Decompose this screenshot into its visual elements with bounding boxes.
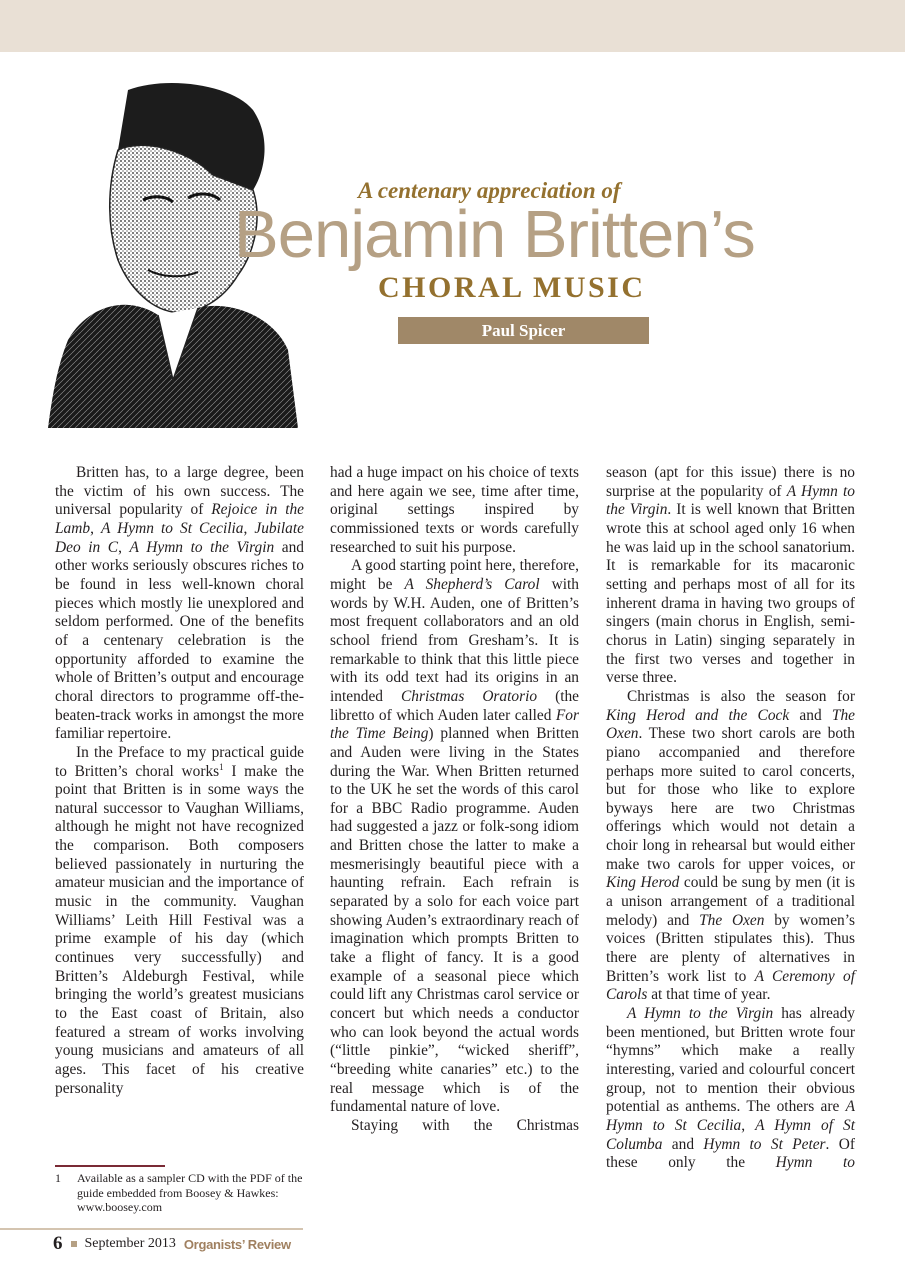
body-paragraph <box>55 464 304 744</box>
body-paragraph <box>606 688 855 1005</box>
text-run: and <box>789 706 832 724</box>
work-title: For the Time Being <box>330 706 579 743</box>
text-run: Britten has, to a large degree, been the victim of his own success. The universal popularity of <box>55 464 304 519</box>
body-paragraph <box>606 464 855 688</box>
work-title: The Oxen <box>699 911 765 929</box>
work-title: Rejoice in the Lamb <box>55 501 304 537</box>
article-title: Benjamin Britten’s <box>234 197 755 272</box>
issue-date: September 2013 <box>84 1236 176 1251</box>
author-byline: Paul Spicer <box>398 317 649 344</box>
magazine-name: Organists’ Review <box>183 1236 291 1252</box>
body-column-1 <box>55 464 304 1098</box>
text-run: and <box>662 1135 704 1153</box>
body-paragraph <box>330 1117 579 1136</box>
text-run: . It is well known that Britten wrote this at school aged only 16 when he was laid up in the school sanatorium. It is remarkable for its macaronic setting and perhaps most of all for its inherent drama in having two groups of singers (main chorus in English, semi-chorus in Latin) singing separately in the first two verses and together in verse three. <box>606 501 855 687</box>
body-paragraph <box>55 744 304 1098</box>
text-run: , <box>741 1116 756 1134</box>
text-run: . Of these only the <box>606 1135 856 1172</box>
work-title: Hymn to St Peter <box>703 1135 826 1153</box>
page-number: 6 <box>53 1233 63 1254</box>
work-title: King Herod and the Cock <box>606 706 790 724</box>
work-title: A Hymn to the Virgin <box>627 1005 774 1023</box>
work-title: A Hymn to the Virgin <box>606 482 855 519</box>
body-column-2 <box>330 464 579 1136</box>
work-title: King Herod <box>606 874 680 892</box>
work-title: Christmas Oratorio <box>401 687 538 705</box>
page-footer <box>53 1233 291 1255</box>
work-title: A Ceremony of Carols <box>606 967 855 1004</box>
body-paragraph <box>330 557 579 1117</box>
body-paragraph <box>606 1005 855 1173</box>
text-run: could be sung by men (it is a unison arrangement of a traditional melody) and <box>606 874 855 929</box>
footnote-divider <box>55 1165 165 1167</box>
square-bullet-icon <box>71 1241 77 1247</box>
footnote-text: Available as a sampler CD with the PDF of the guide embedded from Boosey & Hawkes: www.boosey.com <box>77 1171 303 1214</box>
text-run: In the Preface to my practical guide to Britten’s choral works <box>55 743 304 780</box>
work-title: A Hymn to the Virgin <box>129 538 275 556</box>
text-run: (the libretto of which Auden later called <box>330 687 580 724</box>
work-title: The Oxen <box>606 706 855 743</box>
text-run: , <box>90 519 101 537</box>
work-title: A Shepherd’s Carol <box>404 575 540 593</box>
work-title: A Hymn of St Columba <box>606 1116 855 1153</box>
text-run: A good starting point here, therefore, might be <box>330 557 579 593</box>
text-run: with words by W.H. Auden, one of Britten’s most frequent collaborators and an old school friend from Gresham’s. It is remarkable to think that this little piece with its odd text had its origins in an intended <box>330 575 579 705</box>
work-title: Jubilate Deo in C <box>55 519 304 556</box>
text-run: by women’s voices (Britten stipulates this). Thus there are plenty of alternatives in Britten’s work list to <box>606 911 855 985</box>
text-run: , <box>118 538 130 556</box>
text-run: had a huge impact on his choice of texts and here again we see, time after time, original settings inspired by commissioned texts or words carefully researched to suit his purpose. <box>330 464 579 556</box>
footnote-number: 1 <box>55 1171 61 1185</box>
body-paragraph <box>330 464 579 557</box>
title-kicker: A centenary appreciation of <box>358 178 621 203</box>
work-title: Hymn to <box>775 1154 855 1172</box>
article-subtitle: CHORAL MUSIC <box>378 271 646 304</box>
text-run: and other works seriously obscures riches to be found in less well-known choral pieces which mostly lie unexplored and seldom performed. One of the benefits of a centenary celebration is the opportunity afforded to examine the whole of Britten’s output and encourage choral directors to programme off-the-beaten-track works in amongst the more familiar repertoire. <box>55 538 305 743</box>
footnote <box>55 1171 305 1215</box>
text-run: I make the point that Britten is in some ways the natural successor to Vaughan Williams, although he might not have recognized the comparison. Both composers believed passionately in nurturing the amateur musician and the importance of music in the community. Vaughan Williams’ Leith Hill Festival was a prime example of his day (which continues very successfully) and Britten’s Aldeburgh Festival, while bringing the world’s greatest musicians to the East coast of Britain, also featured a stream of works involving young musicians and amateurs of all ages. This facet of his creative personality <box>55 762 304 1097</box>
text-run: ) planned when Britten and Auden were living in the States during the War. When Britten returned to the UK he set the words of this carol for a BBC Radio programme. Auden had suggested a jazz or folk-song idiom and Britten chose the latter to make a mesmerisingly beautiful piece with a haunting refrain. Each refrain is separated by a solo for each voice part showing Auden’s extraordinary reach of imagination which prompts Britten to take a flight of fancy. It is a good example of a seasonal piece which could lift any Christmas carol service or concert but which needs a conductor who can look beyond the actual words (“little pinkie”, “wicked sheriff”, “breeding white canaries” etc.) to the real message which is of the fundamental nature of love. <box>330 725 579 1116</box>
work-title: A Hymn to St Cecilia <box>606 1098 855 1134</box>
footnote-reference: 1 <box>219 761 224 772</box>
top-band <box>0 0 905 52</box>
text-run: Staying with the Christmas <box>351 1116 579 1134</box>
text-run: at that time of year. <box>647 986 771 1004</box>
work-title: A Hymn to St Cecilia <box>100 519 244 537</box>
footer-divider <box>0 1228 303 1230</box>
text-run: season (apt for this issue) there is no surprise at the popularity of <box>606 464 855 500</box>
text-run: . These two short carols are both piano accompanied and therefore perhaps more suited to carol concerts, but for those who like to explore byways here are two Christmas offerings which would not detain a choir long in rehearsal but would either make two carols for upper voices, or <box>606 725 855 873</box>
text-run: Christmas is also the season for <box>627 687 855 705</box>
text-run: has already been mentioned, but Britten wrote four “hymns” which make a really interesting, varied and colourful concert group, not to mention their obvious potential as anthems. The others are <box>606 1005 855 1116</box>
body-column-3 <box>606 464 855 1173</box>
text-run: , <box>243 519 255 537</box>
